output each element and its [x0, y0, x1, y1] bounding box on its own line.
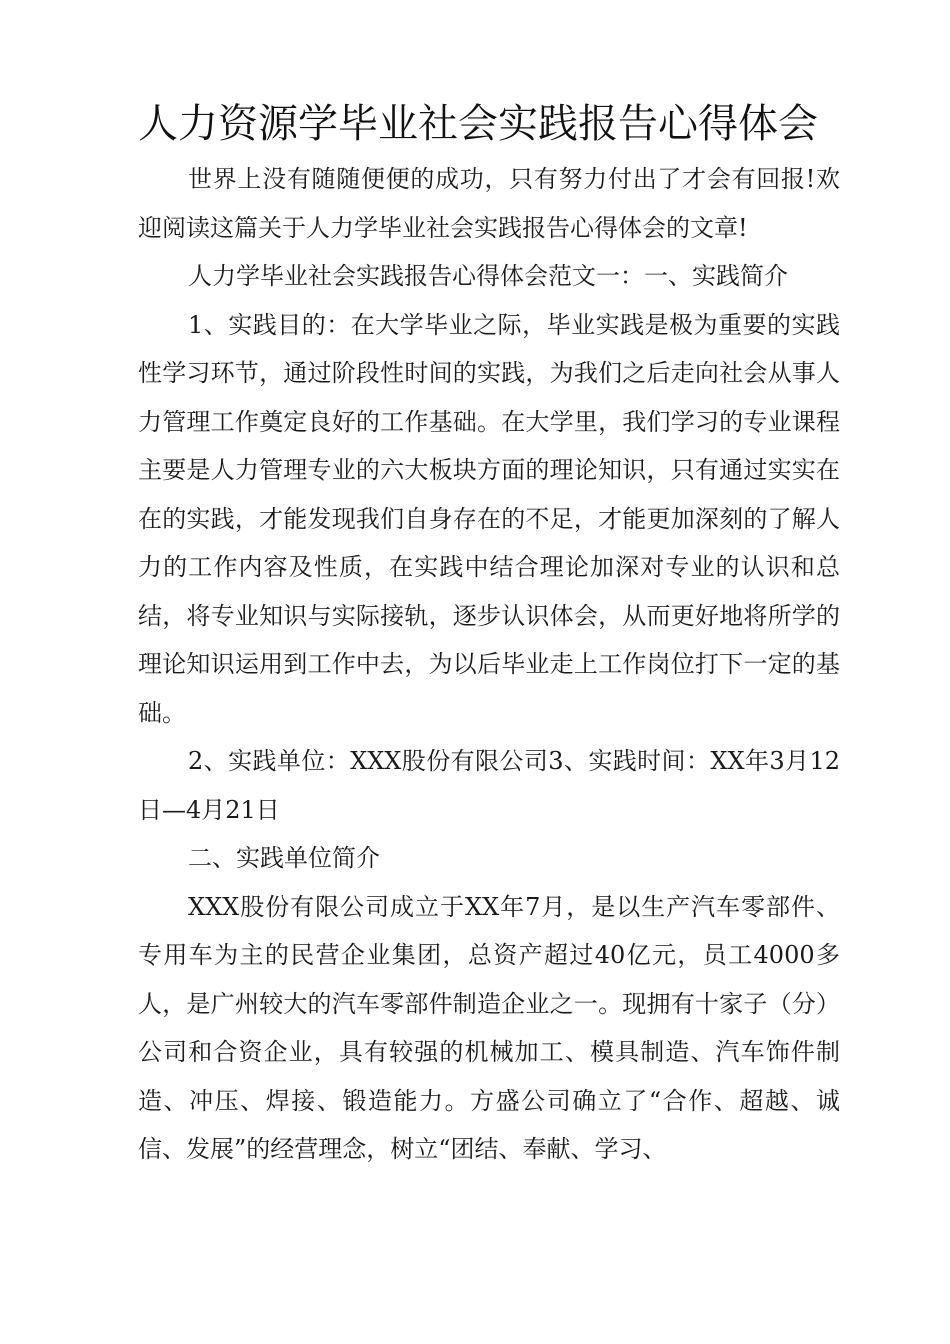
paragraph-purpose: 1、实践目的：在大学毕业之际，毕业实践是极为重要的实践性学习环节，通过阶段性时间的实践，为我们之后走向社会从事人力管理工作奠定良好的工作基础。在大学里，我们学习的专业课程主要是人力管理专业的六大板块方面的理论知识，只有通过实实在在的实践，才能发现我们自身存在的不足，才能更加深刻的了解人力的工作内容及性质，在实践中结合理论加深对专业的认识和总结，将专业知识与实际接轨，逐步认识体会，从而更好地将所学的理论知识运用到工作中去，为以后毕业走上工作岗位打下一定的基础。 [138, 310, 840, 727]
paragraph-sample-heading: 人力学毕业社会实践报告心得体会范文一：一、实践简介 [188, 262, 788, 290]
document-title: 人力资源学毕业社会实践报告心得体会 [138, 101, 818, 147]
paragraph-intro: 世界上没有随随便便的成功，只有努力付出了才会有回报!欢迎阅读这篇关于人力学毕业社会实践报告心得体会的文章! [138, 165, 840, 242]
document-body [138, 155, 840, 1174]
paragraph-section-heading: 二、实践单位简介 [188, 844, 380, 872]
paragraph-company-intro: XXX股份有限公司成立于XX年7月，是以生产汽车零部件、专用车为主的民营企业集团，总资产超过40亿元，员工4000多人，是广州较大的汽车零部件制造企业之一。现拥有十家子（分）公司和合资企业，具有较强的机械加工、模具制造、汽车饰件制造、冲压、焊接、锻造能力。方盛公司确立了“合作、超越、诚信、发展”的经营理念，树立“团结、奉献、学习、 [138, 892, 840, 1163]
paragraph-unit-time: 2、实践单位：XXX股份有限公司3、实践时间：XX年3月12日—4月21日 [138, 747, 840, 824]
